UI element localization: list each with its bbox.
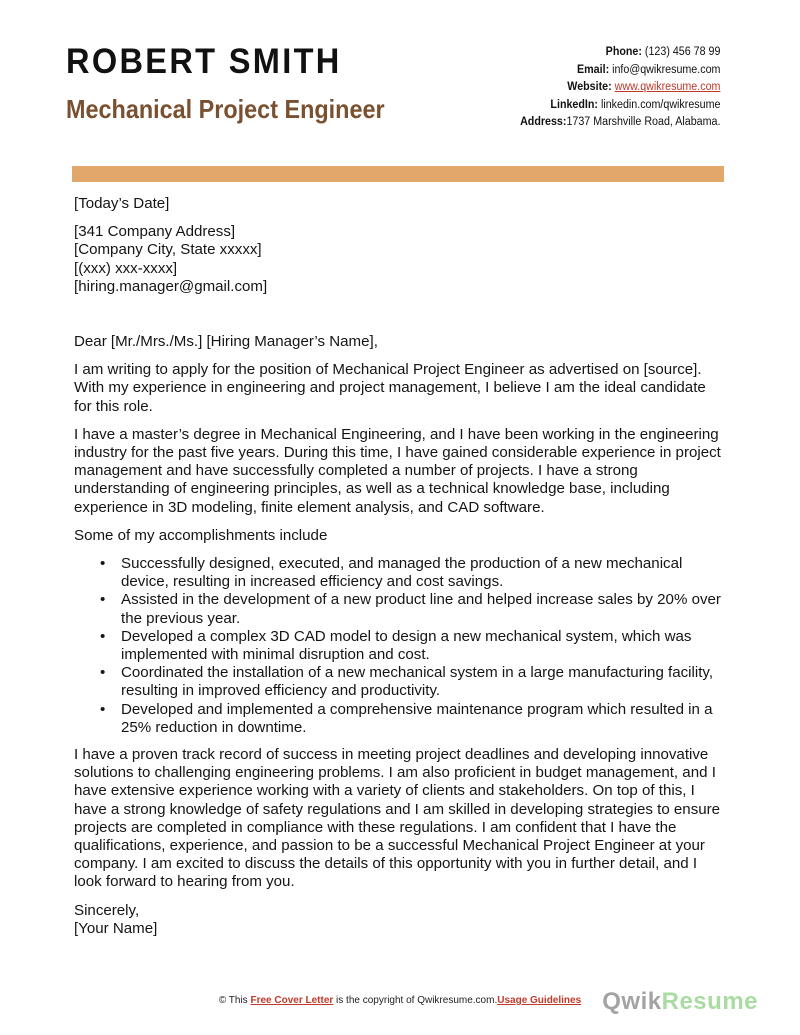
qwikresume-logo: QwikResume bbox=[602, 988, 758, 1015]
contact-address: Address:1737 Marshville Road, Alabama. bbox=[519, 116, 720, 129]
list-item: • Coordinated the installation of a new mechanical system in a large manufacturing facility, resulting in improved efficiency and productivity. bbox=[121, 664, 724, 700]
contact-email: Email: info@qwikresume.com bbox=[576, 63, 720, 76]
recipient-line: [Company City, State xxxxx] bbox=[74, 241, 262, 259]
contact-website: Website: www.qwikresume.com bbox=[566, 81, 720, 94]
paragraph-experience: I have a master’s degree in Mechanical Engineering, and I have been working in the engineering industry for the past five years. During this time, I have gained considerable experience in project management and have successfully completed a number of projects. I have a strong understanding of engineering principles, as well as a technical knowledge base, including experience in 3D modeling, finite element analysis, and CAD software. bbox=[74, 425, 721, 516]
salutation: Dear [Mr./Mrs./Ms.] [Hiring Manager’s Name], bbox=[74, 332, 378, 350]
contact-linkedin: LinkedIn: linkedin.com/qwikresume bbox=[549, 98, 720, 111]
letter-body bbox=[74, 195, 724, 938]
list-item: • Developed a complex 3D CAD model to design a new mechanical system, which was implemented with minimal disruption and cost. bbox=[121, 628, 724, 664]
signature-block bbox=[74, 902, 724, 938]
copyright-footer: © This Free Cover Letter is the copyright of Qwikresume.com.Usage Guidelines bbox=[218, 995, 582, 1006]
closing-word: Sincerely, bbox=[74, 901, 140, 919]
usage-guidelines-link[interactable]: Usage Guidelines bbox=[497, 995, 582, 1006]
accomplishments-list bbox=[74, 555, 724, 737]
contact-block bbox=[520, 44, 720, 132]
contact-phone: Phone: (123) 456 78 99 bbox=[605, 46, 720, 58]
job-title: Mechanical Project Engineer bbox=[66, 94, 385, 124]
paragraph-closing: I have a proven track record of success in meeting project deadlines and developing innovative solutions to challenging engineering problems. I am also proficient in budget management, and I have extensive experience working with a variety of clients and stakeholders. On top of this, I have a strong knowledge of safety regulations and I am skilled in developing strategies to ensure projects are completed in compliance with these regulations. I am confident that I have the qualifications, experience, and passion to be a successful Mechanical Project Engineer at your company. I am excited to discuss the details of this opportunity with you in further detail, and I look forward to hearing from you. bbox=[74, 746, 721, 891]
applicant-name: ROBERT SMITH bbox=[66, 42, 342, 81]
signature-name: [Your Name] bbox=[74, 919, 158, 937]
list-item: • Successfully designed, executed, and managed the production of a new mechanical device, resulting in increased efficiency and cost savings. bbox=[121, 555, 724, 591]
recipient-line: [341 Company Address] bbox=[74, 223, 236, 241]
recipient-line: [hiring.manager@gmail.com] bbox=[74, 277, 268, 295]
accomplishments-intro: Some of my accomplishments include bbox=[74, 526, 328, 544]
recipient-line: [(xxx) xxx-xxxx] bbox=[74, 259, 178, 277]
letter-date: [Today’s Date] bbox=[74, 195, 170, 212]
header-divider-bar bbox=[72, 166, 724, 182]
free-cover-letter-link[interactable]: Free Cover Letter bbox=[250, 995, 334, 1006]
recipient-address bbox=[74, 223, 724, 296]
website-link[interactable]: www.qwikresume.com bbox=[614, 81, 720, 94]
paragraph-intro: I am writing to apply for the position of Mechanical Project Engineer as advertised on [source]. With my experience in engineering and project management, I believe I am the ideal candidate for this role. bbox=[74, 361, 706, 415]
list-item: • Developed and implemented a comprehensive maintenance program which resulted in a 25% reduction in downtime. bbox=[121, 701, 724, 737]
list-item: • Assisted in the development of a new product line and helped increase sales by 20% over the previous year. bbox=[121, 591, 724, 627]
